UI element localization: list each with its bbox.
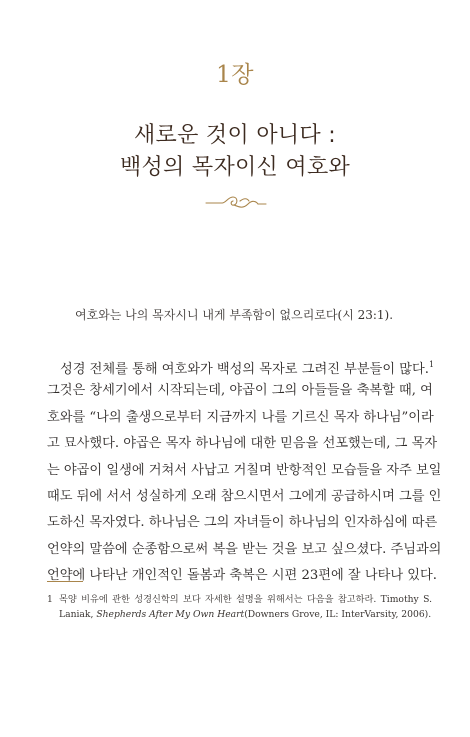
body-line: 고 묘사했다. 야곱은 목자 하나님에 대한 믿음을 선포했는데, 그 목자	[47, 436, 438, 452]
flourish-ornament-icon	[0, 192, 470, 216]
body-paragraph	[47, 352, 442, 590]
body-line: 그것은 창세기에서 시작되는데, 야곱이 그의 아들들을 축복할 때, 여	[47, 383, 433, 399]
footnote-divider	[47, 581, 83, 582]
footnote	[47, 592, 432, 622]
footnote-line: Laniak, Shepherds After My Own Heart(Downers Grove, IL: InterVarsity, 2006).	[59, 609, 432, 620]
epigraph-verse: 여호와는 나의 목자시니 내게 부족함이 없으리로다(시 23:1).	[75, 308, 394, 322]
footnote-number: 1	[47, 594, 53, 605]
chapter-number: 1장	[216, 62, 254, 88]
footnote-reference[interactable]: 1	[428, 360, 435, 369]
chapter-title-line-2: 백성의 목자이신 여호와	[119, 155, 351, 180]
footnote-book-title: Shepherds After My Own Heart	[96, 609, 245, 620]
body-line: 때도 뒤에 서서 성실하게 오래 참으시면서 그에게 공급하시며 그를 인	[47, 488, 442, 504]
body-line: 언약에 나타난 개인적인 돌봄과 축복은 시편 23편에 잘 나타나 있다.	[47, 568, 437, 584]
body-line: 도하신 목자였다. 하나님은 그의 자녀들이 하나님의 인자하심에 따른	[47, 515, 438, 531]
body-line: 호와를 “나의 출생으로부터 지금까지 나를 기르신 목자 하나님”이라	[47, 409, 434, 425]
chapter-title-line-1: 새로운 것이 아니다 :	[133, 123, 336, 148]
body-line: 성경 전체를 통해 여호와가 백성의 목자로 그려진 부분들이 많다.$^1$	[60, 360, 435, 377]
footnote-line: 목양 비유에 관한 성경신학의 보다 자세한 설명을 위해서는 다음을 참고하라. Timothy S.	[59, 594, 432, 605]
body-line: 는 야곱이 일생에 거쳐서 사납고 거칠며 반항적인 모습들을 자주 보일	[47, 462, 442, 478]
body-line: 언약의 말씀에 순종함으로써 복을 받는 것을 보고 싶으셨다. 주님과의	[47, 541, 442, 557]
